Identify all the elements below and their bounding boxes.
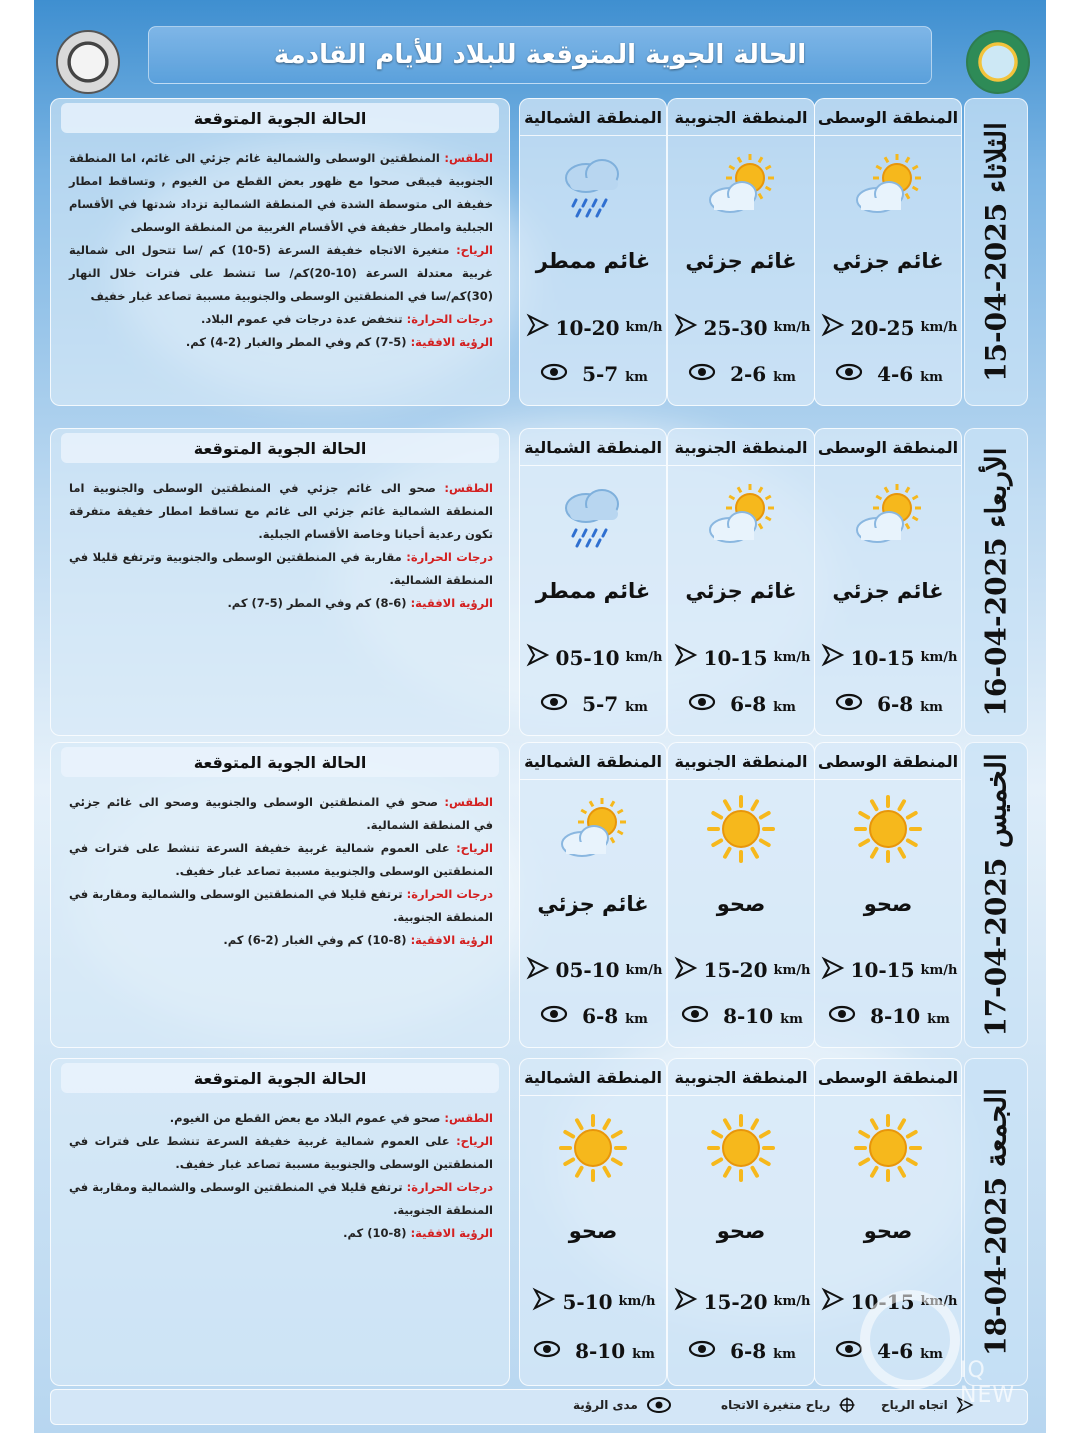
wind-unit: km/h [625, 650, 663, 666]
region-name: المنطقة الجنوبية [668, 99, 814, 136]
visibility-range: 6-8 [582, 1004, 619, 1029]
condition-text: غائم جزئي [685, 578, 797, 603]
wind-arrow-icon [821, 313, 845, 342]
visibility-text: (6-8) كم وفي المطر (5-7) كم. [227, 596, 407, 610]
temperature-label: درجات الحرارة: [406, 1180, 493, 1194]
wind-arrow-icon [821, 1287, 845, 1316]
temperature-paragraph [69, 308, 493, 331]
date-label: الثلاثاء 2025-04-15 [979, 122, 1013, 382]
visibility-label: الرؤية الافقية: [410, 1226, 493, 1240]
region-name: المنطقة الشمالية [520, 1059, 666, 1096]
condition-text: صحو [568, 1218, 618, 1243]
wind-range: 15-20 [703, 958, 768, 983]
region-name: المنطقة الوسطى [815, 1059, 961, 1096]
forecast-description [50, 98, 510, 406]
condition-text: صحو [863, 891, 913, 916]
region-name: المنطقة الوسطى [815, 99, 961, 136]
wind-range: 25-30 [703, 315, 768, 340]
visibility-range: 6-8 [730, 1339, 767, 1364]
temperature-label: درجات الحرارة: [406, 887, 493, 901]
wind-speed [821, 313, 957, 342]
wind-unit: km/h [920, 962, 958, 978]
date-label: الخميس 2025-04-17 [979, 753, 1013, 1037]
visibility-paragraph [69, 1222, 493, 1245]
region-card [519, 1058, 667, 1386]
visibility-range: 8-10 [870, 1004, 921, 1029]
visibility-unit: km [920, 700, 943, 716]
region-card [667, 1058, 815, 1386]
partly-cloudy-icon [704, 148, 778, 222]
eye-icon [688, 692, 716, 716]
visibility-range: 6-8 [877, 692, 914, 717]
description-header: الحالة الجوية المتوقعة [61, 103, 499, 133]
wind-unit: km/h [920, 650, 958, 666]
visibility-unit: km [927, 1012, 950, 1028]
wind-range: 05-10 [555, 645, 620, 670]
temperature-paragraph [69, 546, 493, 592]
visibility-label: الرؤية الافقية: [410, 596, 493, 610]
wind-text: على العموم شمالية غربية خفيفة السرعة تنشط على فترات في المنطقتين الوسطى والجنوبية مسببة تصاعد غبار خفيف. [69, 841, 493, 878]
description-header: الحالة الجوية المتوقعة [61, 433, 499, 463]
region-card [667, 98, 815, 406]
wind-arrow-icon [821, 956, 845, 985]
visibility-unit: km [632, 1347, 655, 1363]
wind-range: 10-15 [703, 645, 768, 670]
region-card [667, 428, 815, 736]
visibility-label: الرؤية الافقية: [410, 335, 493, 349]
weather-label: الطقس: [444, 1111, 493, 1125]
crosshair-icon [838, 1396, 856, 1414]
visibility-range: 5-7 [582, 362, 619, 387]
visibility-unit: km [625, 370, 648, 386]
visibility-range: 4-6 [877, 362, 914, 387]
partly-cloudy-icon [556, 792, 630, 866]
wind-unit: km/h [920, 1294, 958, 1310]
condition-text: صحو [716, 1218, 766, 1243]
visibility-unit: km [780, 1012, 803, 1028]
wind-arrow-icon [526, 956, 550, 985]
wind-paragraph [69, 1130, 493, 1176]
rain-cloud-icon [556, 478, 630, 552]
wind-speed [674, 1287, 810, 1316]
wind-speed [674, 313, 810, 342]
partly-cloudy-icon [851, 478, 925, 552]
condition-text: صحو [863, 1218, 913, 1243]
wind-speed [674, 643, 810, 672]
visibility-unit: km [920, 370, 943, 386]
legend-wind-direction-label: اتجاه الرياح [881, 1398, 948, 1412]
rain-cloud-icon [556, 148, 630, 222]
visibility-unit: km [625, 1012, 648, 1028]
description-header: الحالة الجوية المتوقعة [61, 747, 499, 777]
temperature-label: درجات الحرارة: [406, 312, 493, 326]
condition-text: غائم ممطر [535, 248, 651, 273]
visibility-text: (8-10) كم. [343, 1226, 407, 1240]
weather-paragraph [69, 791, 493, 837]
condition-text: غائم جزئي [537, 891, 649, 916]
eye-icon [540, 362, 568, 386]
visibility-label: الرؤية الافقية: [410, 933, 493, 947]
eye-icon [835, 1339, 863, 1363]
day-row [34, 428, 1046, 734]
visibility [526, 692, 662, 716]
weather-paragraph [69, 147, 493, 239]
eye-icon [835, 692, 863, 716]
eye-icon [688, 362, 716, 386]
legend-visibility-label: مدى الرؤية [573, 1398, 638, 1412]
forecast-description [50, 742, 510, 1048]
wind-paragraph [69, 239, 493, 308]
date-label: الأربعاء 2025-04-16 [979, 447, 1013, 717]
wind-speed [526, 956, 662, 985]
forecast-description [50, 1058, 510, 1386]
visibility [674, 362, 810, 386]
day-row [34, 742, 1046, 1046]
temperature-label: درجات الحرارة: [406, 550, 493, 564]
wind-speed [526, 643, 662, 672]
forecast-page [34, 0, 1046, 1433]
visibility-text: (8-10) كم وفي الغبار (2-6) كم. [223, 933, 407, 947]
weather-paragraph [69, 477, 493, 546]
forecast-description [50, 428, 510, 736]
visibility [821, 362, 957, 386]
temperature-text: تنخفض عدة درجات في عموم البلاد. [201, 312, 403, 326]
visibility-paragraph [69, 929, 493, 952]
eye-icon [533, 1339, 561, 1363]
weather-label: الطقس: [444, 795, 493, 809]
region-name: المنطقة الجنوبية [668, 1059, 814, 1096]
visibility [821, 692, 957, 716]
wind-label: الرياح: [456, 243, 493, 257]
wind-label: الرياح: [456, 1134, 493, 1148]
forecast-directorate-logo [56, 30, 120, 94]
wind-range: 10-15 [850, 645, 915, 670]
partly-cloudy-icon [851, 148, 925, 222]
page-title: الحالة الجوية المتوقعة للبلاد للأيام القادمة [273, 40, 807, 70]
wind-unit: km/h [625, 962, 663, 978]
visibility-range: 8-10 [575, 1339, 626, 1364]
condition-text: صحو [716, 891, 766, 916]
visibility [674, 692, 810, 716]
wind-arrow-icon [526, 643, 550, 672]
wind-range: 20-25 [850, 315, 915, 340]
eye-icon [828, 1004, 856, 1028]
sun-icon [704, 1111, 778, 1185]
date-panel [964, 1058, 1028, 1386]
weather-paragraph [69, 1107, 493, 1130]
visibility-range: 6-8 [730, 692, 767, 717]
visibility-paragraph [69, 331, 493, 354]
wind-arrow-icon [674, 956, 698, 985]
wind-arrow-icon [674, 313, 698, 342]
visibility-range: 8-10 [723, 1004, 774, 1029]
eye-icon [646, 1396, 672, 1414]
region-card [667, 742, 815, 1048]
meteorology-authority-logo [966, 30, 1030, 94]
date-panel [964, 428, 1028, 736]
watermark-logo [860, 1290, 960, 1390]
description-body [69, 147, 493, 354]
description-body [69, 1107, 493, 1245]
temperature-paragraph [69, 883, 493, 929]
wind-unit: km/h [773, 320, 811, 336]
region-name: المنطقة الشمالية [520, 429, 666, 466]
wind-speed [674, 956, 810, 985]
condition-text: غائم جزئي [832, 578, 944, 603]
visibility [674, 1004, 810, 1028]
weather-text: صحو في عموم البلاد مع بعض القطع من الغيوم. [169, 1111, 441, 1125]
wind-range: 10-15 [850, 1289, 915, 1314]
wind-speed [821, 956, 957, 985]
date-label: الجمعة 2025-04-18 [979, 1088, 1013, 1356]
eye-icon [681, 1004, 709, 1028]
visibility [674, 1339, 810, 1363]
region-card [814, 98, 962, 406]
region-name: المنطقة الشمالية [520, 743, 666, 780]
region-name: المنطقة الجنوبية [668, 429, 814, 466]
region-card [814, 428, 962, 736]
sun-icon [851, 792, 925, 866]
visibility-range: 5-7 [582, 692, 619, 717]
condition-text: غائم جزئي [832, 248, 944, 273]
date-panel [964, 742, 1028, 1048]
wind-arrow-icon [674, 643, 698, 672]
condition-text: غائم جزئي [685, 248, 797, 273]
wind-text: متغيرة الاتجاه خفيفة السرعة (5-10) كم /سا تتحول الى شمالية غربية معتدلة السرعة (10-20)كم/ سا تنشط على فترات خلال النهار (30)كم/سا في المنطقتين الوسطى والجنوبية مسببة تصاعد غبار خفيف [69, 243, 494, 303]
weather-text: المنطقتين الوسطى والشمالية غائم جزئي الى غائم، اما المنطقة الجنوبية فيبقى صحوا مع ظهور بعض القطع من الغيوم , وتساقط امطار خفيفة الى متوسطة الشدة في المنطقة الشمالية تزداد شدتها في الأقسام الجبلية وامطار خفيفة في الأقسام الغربية من المنطقة الوسطى [69, 151, 493, 234]
wind-unit: km/h [920, 320, 958, 336]
wind-text: على العموم شمالية غربية خفيفة السرعة تنشط على فترات في المنطقتين الوسطى والجنوبية مسببة تصاعد غبار خفيف. [69, 1134, 493, 1171]
sun-icon [556, 1111, 630, 1185]
wind-range: 15-20 [703, 1289, 768, 1314]
wind-paragraph [69, 837, 493, 883]
legend-bar [50, 1389, 1028, 1425]
region-card [519, 428, 667, 736]
visibility-unit: km [773, 700, 796, 716]
wind-unit: km/h [618, 1294, 656, 1310]
weather-text: صحو الى غائم جزئي في المنطقتين الوسطى والجنوبية اما المنطقة الشمالية غائم جزئي الى غائم مع تساقط امطار خفيفة متفرقة تكون رعدية أحيانا وخاصة الأقسام الجبلية. [69, 481, 493, 541]
temperature-paragraph [69, 1176, 493, 1222]
description-body [69, 477, 493, 615]
visibility-paragraph [69, 592, 493, 615]
region-card [519, 742, 667, 1048]
wind-arrow-icon [821, 643, 845, 672]
visibility [526, 362, 662, 386]
region-card [519, 98, 667, 406]
wind-range: 05-10 [555, 958, 620, 983]
sun-icon [704, 792, 778, 866]
eye-icon [540, 1004, 568, 1028]
weather-label: الطقس: [444, 481, 493, 495]
eye-icon [835, 362, 863, 386]
day-row [34, 98, 1046, 404]
eye-icon [540, 692, 568, 716]
wind-label: الرياح: [456, 841, 493, 855]
region-name: المنطقة الجنوبية [668, 743, 814, 780]
wind-arrow-icon [526, 313, 550, 342]
wind-speed [526, 313, 662, 342]
eye-icon [688, 1339, 716, 1363]
wind-unit: km/h [773, 650, 811, 666]
visibility-range: 2-6 [730, 362, 767, 387]
visibility-unit: km [920, 1347, 943, 1363]
wind-unit: km/h [773, 1294, 811, 1310]
wind-unit: km/h [773, 962, 811, 978]
wind-arrow-icon [532, 1287, 556, 1316]
visibility-text: (5-7) كم وفي المطر والغبار (2-4) كم. [185, 335, 407, 349]
description-header: الحالة الجوية المتوقعة [61, 1063, 499, 1093]
region-name: المنطقة الوسطى [815, 429, 961, 466]
visibility [526, 1339, 662, 1363]
wind-range: 10-15 [850, 958, 915, 983]
region-card [814, 742, 962, 1048]
legend-variable-wind [721, 1396, 856, 1414]
weather-label: الطقس: [444, 151, 493, 165]
date-panel [964, 98, 1028, 406]
visibility [526, 1004, 662, 1028]
temperature-text: ترتفع قليلا في المنطقتين الوسطى والشمالية ومقاربة في المنطقة الجنوبية. [69, 887, 493, 924]
region-name: المنطقة الشمالية [520, 99, 666, 136]
wind-arrow-icon [674, 1287, 698, 1316]
visibility-unit: km [773, 1347, 796, 1363]
visibility [821, 1004, 957, 1028]
wind-range: 10-20 [555, 315, 620, 340]
weather-text: صحو في المنطقتين الوسطى والجنوبية وصحو الى غائم جزئي في المنطقة الشمالية. [69, 795, 493, 832]
region-name: المنطقة الوسطى [815, 743, 961, 780]
visibility-unit: km [625, 700, 648, 716]
description-body [69, 791, 493, 952]
wind-unit: km/h [625, 320, 663, 336]
legend-visibility [573, 1396, 672, 1414]
sun-icon [851, 1111, 925, 1185]
condition-text: غائم ممطر [535, 578, 651, 603]
page-title-bar [148, 26, 932, 84]
wind-speed [526, 1287, 662, 1316]
visibility-range: 4-6 [877, 1339, 914, 1364]
wind-speed [821, 643, 957, 672]
temperature-text: مقاربة في المنطقتين الوسطى والجنوبية وترتفع قليلا في المنطقة الشمالية. [69, 550, 493, 587]
visibility-unit: km [773, 370, 796, 386]
partly-cloudy-icon [704, 478, 778, 552]
watermark-text: IQ NEW [960, 1358, 1016, 1408]
legend-variable-wind-label: رياح متغيرة الاتجاه [721, 1398, 831, 1412]
temperature-text: ترتفع قليلا في المنطقتين الوسطى والشمالية ومقاربة في المنطقة الجنوبية. [69, 1180, 493, 1217]
wind-range: 5-10 [562, 1289, 613, 1314]
